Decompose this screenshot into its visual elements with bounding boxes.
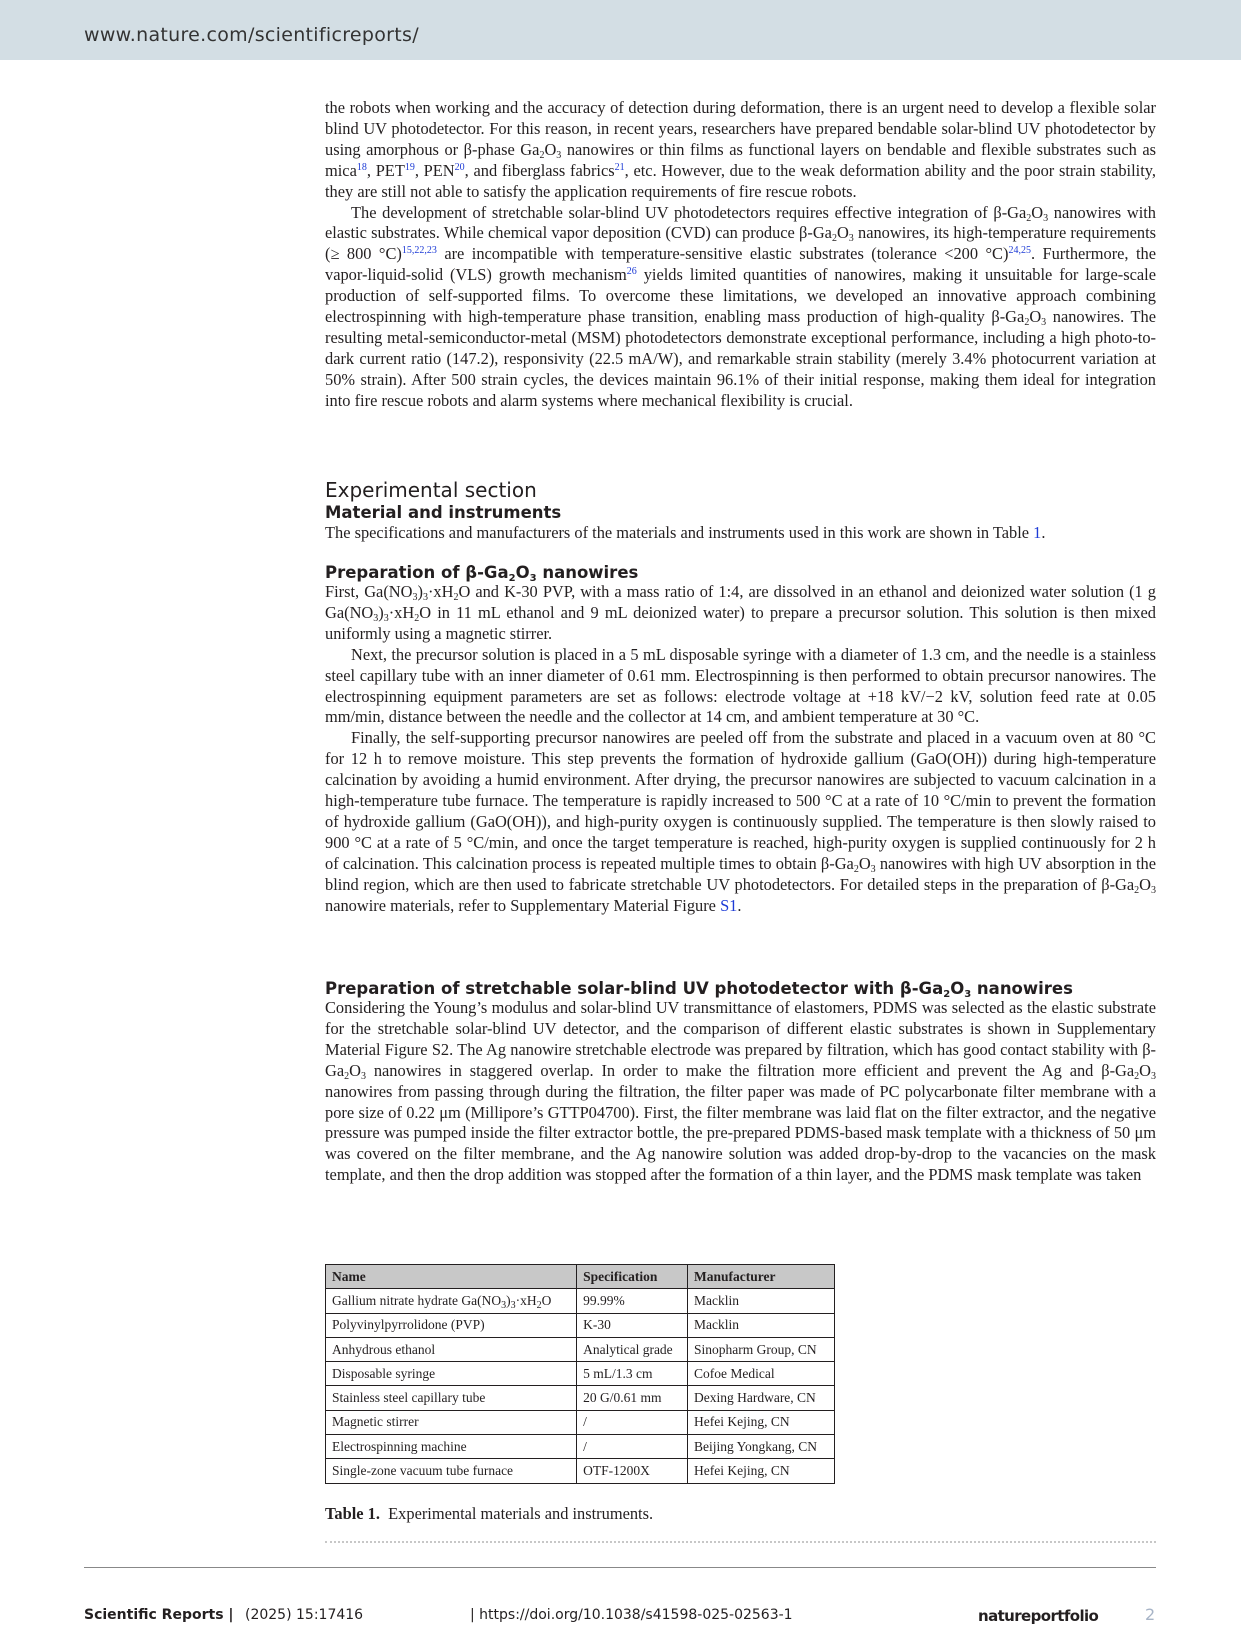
citation-link[interactable]: 15,22,23 <box>401 245 437 257</box>
table-row <box>326 1362 835 1386</box>
table-cell: Dexing Hardware, CN <box>687 1386 834 1410</box>
table-cell: Disposable syringe <box>326 1362 577 1386</box>
footer-doi-link[interactable]: | https://doi.org/10.1038/s41598-025-02563-1 <box>470 1607 793 1623</box>
publisher-logo: natureportfolio <box>978 1607 1099 1625</box>
subsection-heading: Preparation of stretchable solar-blind UV photodetector with $\beta-Ga_2O_3$ nanowires <box>325 979 1073 1000</box>
table-cell: Stainless steel capillary tube <box>326 1386 577 1410</box>
table-cell: K-30 <box>577 1313 688 1337</box>
table-cell: Hefei Kejing, CN <box>687 1410 834 1434</box>
header-url[interactable]: www.nature.com/scientificreports/ <box>84 24 419 46</box>
section-heading: Experimental section <box>325 478 537 502</box>
table-row <box>326 1337 835 1361</box>
citation-link[interactable]: 20 <box>454 161 465 173</box>
table-cell: Polyvinylpyrrolidone (PVP) <box>326 1313 577 1337</box>
table-cell: Macklin <box>687 1289 834 1313</box>
table-cell: Gallium nitrate hydrate $Ga(NO_3)_3\cdot xH_2O$ <box>326 1289 577 1313</box>
table-row <box>326 1289 835 1313</box>
table-cell: 20 G/0.61 mm <box>577 1386 688 1410</box>
citation-link[interactable]: 19 <box>404 161 415 173</box>
table-caption <box>325 1504 653 1524</box>
experimental-section <box>325 478 1156 544</box>
table-cell: Hefei Kejing, CN <box>687 1459 834 1483</box>
table-cell: Sinopharm Group, CN <box>687 1337 834 1361</box>
table-cell: / <box>577 1435 688 1459</box>
footer-volume: (2025) 15:17416 <box>245 1607 364 1623</box>
paragraph-intro-continued <box>325 98 1156 412</box>
table-cell: Beijing Yongkang, CN <box>687 1435 834 1459</box>
divider <box>325 1541 1156 1543</box>
table-cell: Cofoe Medical <box>687 1362 834 1386</box>
table-caption-text: Experimental materials and instruments. <box>388 1504 654 1523</box>
paragraph-4: First, $Ga(NO_3)_3\cdot xH_2O$ and K-30 PVP, with a mass ratio of 1:4, are dissolved in an ethanol and deionized water solution (1 g $Ga(NO_3)_3\cdot xH_2O$ in 11 mL ethanol and 9 mL deionized water) to prepare a precursor solution. This solution is then mixed uniformly using a magnetic stirrer. <box>325 582 1156 643</box>
paragraph-1: the robots when working and the accuracy of detection during deformation, there is an urgent need to develop a flexible solar blind UV photodetector. For this reason, in recent years, researchers have prepared bendable solar-blind UV photodetector by using amorphous or β-phase $Ga_2O_3$ nanowires or thin films as functional layers on bendable and flexible substrates such as mica$^{18}$, PET$^{19}$, PEN$^{20}$, and fiberglass fabrics$^{21}$, etc. However, due to the weak deformation ability and the poor strain stability, they are still not able to satisfy the application requirements of fire rescue robots. <box>325 98 1156 201</box>
subsection-heading: Material and instruments <box>325 503 562 522</box>
paragraph-2: The development of stretchable solar-blind UV photodetectors requires effective integration of $\beta-Ga_2O_3$ nanowires with elastic substrates. While chemical vapor deposition (CVD) can produce $\beta-Ga_2O_3$ nanowires, its high-temperature requirements (≥ 800 °C)$^{15,22,23}$ are incompatible with temperature-sensitive elastic substrates (tolerance <200 °C)$^{24,25}$. Furthermore, the vapor-liquid-solid (VLS) growth mechanism$^{26}$ yields limited quantities of nanowires, making it unsuitable for large-scale production of self-supported films. To overcome these limitations, we developed an innovative approach combining electrospinning with high-temperature phase transition, enabling mass production of high-quality $\beta-Ga_2O_3$ nanowires. The resulting metal-semiconductor-metal (MSM) photodetectors demonstrate exceptional performance, including a high photo-to-dark current ratio (147.2), responsivity (22.5 mA/W), and remarkable strain stability (merely 3.4% photocurrent variation at 50% strain). After 500 strain cycles, the devices maintain 96.1% of their initial response, making them ideal for integration into fire rescue robots and alarm systems where mechanical flexibility is crucial. <box>325 202 1157 410</box>
table-cell: Magnetic stirrer <box>326 1410 577 1434</box>
column-header: Name <box>326 1265 577 1289</box>
paragraph-6: Finally, the self-supporting precursor nanowires are peeled off from the substrate and placed in a vacuum oven at 80 °C for 12 h to remove moisture. This step prevents the formation of hydroxide gallium (GaO(OH)) during high-temperature calcination by avoiding a humid environment. After drying, the precursor nanowires are subjected to vacuum calcination in a high-temperature tube furnace. The temperature is rapidly increased to 500 °C at a rate of 10 °C/min to prevent the formation of hydroxide gallium (GaO(OH)), and high-purity oxygen is continuously supplied. The temperature is then slowly raised to 900 °C at a rate of 5 °C/min, and once the target temperature is reached, high-purity oxygen is supplied continuously for 2 h of calcination. This calcination process is repeated multiple times to obtain $\beta-Ga_2O_3$ nanowires with high UV absorption in the blind region, which are then used to fabricate stretchable UV photodetectors. For detailed steps in the preparation of $\beta-Ga_2O_3$ nanowire materials, refer to Supplementary Material Figure S1. <box>325 728 1156 915</box>
page-header-bar <box>0 0 1241 60</box>
citation-link[interactable]: 24,25 <box>1008 245 1031 257</box>
table-header-row <box>326 1265 835 1289</box>
supplementary-link[interactable]: S1 <box>720 895 738 915</box>
table-cell: OTF-1200X <box>577 1459 688 1483</box>
table-row <box>326 1313 835 1337</box>
paragraph-5: Next, the precursor solution is placed in a 5 mL disposable syringe with a diameter of 1.3 cm, and the needle is a stainless steel capillary tube with an inner diameter of 0.61 mm. Electrospinning is then performed to obtain precursor nanowires. The electrospinning equipment parameters are set as follows: electrode voltage at +18 kV/−2 kV, solution feed rate at 0.05 mm/min, distance between the needle and the collector at 14 cm, and ambient temperature at 30 °C. <box>325 644 1156 727</box>
table-cell: 99.99% <box>577 1289 688 1313</box>
table-cell: Macklin <box>687 1313 834 1337</box>
column-header: Manufacturer <box>687 1265 834 1289</box>
table-cell: / <box>577 1410 688 1434</box>
table-row <box>326 1386 835 1410</box>
table-link[interactable]: 1 <box>1033 523 1042 542</box>
column-header: Specification <box>577 1265 688 1289</box>
materials-table <box>325 1264 835 1484</box>
preparation-nanowires-section <box>325 563 1156 917</box>
table-row <box>326 1435 835 1459</box>
table-caption-label: Table 1. <box>325 1504 380 1523</box>
citation-link[interactable]: 18 <box>356 161 367 173</box>
table-cell: 5 mL/1.3 cm <box>577 1362 688 1386</box>
subsection-heading: Preparation of $\beta-Ga_2O_3$ nanowires <box>325 563 639 584</box>
citation-link[interactable]: 26 <box>626 266 637 278</box>
paragraph-7: Considering the Young’s modulus and solar-blind UV transmittance of elastomers, PDMS was selected as the elastic substrate for the stretchable solar-blind UV detector, and the comparison of different elastic substrates is shown in Supplementary Material Figure S2. The Ag nanowire stretchable electrode was prepared by filtration, which has good contact stability with $\beta-Ga_2O_3$ nanowires in staggered overlap. In order to make the filtration more efficient and prevent the Ag and $\beta-Ga_2O_3$ nanowires from passing through during the filtration, the filter paper was made of PC polycarbonate filter membrane with a pore size of 0.22 μm (Millipore’s GTTP04700). First, the filter membrane was laid flat on the filter extractor, and the negative pressure was pumped inside the filter extractor bottle, the pre-prepared PDMS-based mask template with a thickness of 50 μm was covered on the filter membrane, and the Ag nanowire solution was added drop-by-drop to the vacancies on the mask template, and then the drop addition was stopped after the formation of a thin layer, and the PDMS mask template was taken <box>325 998 1156 1185</box>
paragraph-3: The specifications and manufacturers of the materials and instruments used in this work are shown in Table 1. <box>325 523 1046 542</box>
footer-journal: Scientific Reports | <box>84 1607 234 1623</box>
preparation-photodetector-section <box>325 979 1156 1186</box>
table-cell: Electrospinning machine <box>326 1435 577 1459</box>
page-number: 2 <box>1145 1605 1156 1624</box>
table-row <box>326 1410 835 1434</box>
table-cell: Analytical grade <box>577 1337 688 1361</box>
citation-link[interactable]: 21 <box>614 161 625 173</box>
table-cell: Anhydrous ethanol <box>326 1337 577 1361</box>
footer-rule <box>84 1567 1156 1568</box>
table-cell: Single-zone vacuum tube furnace <box>326 1459 577 1483</box>
table-row <box>326 1459 835 1483</box>
